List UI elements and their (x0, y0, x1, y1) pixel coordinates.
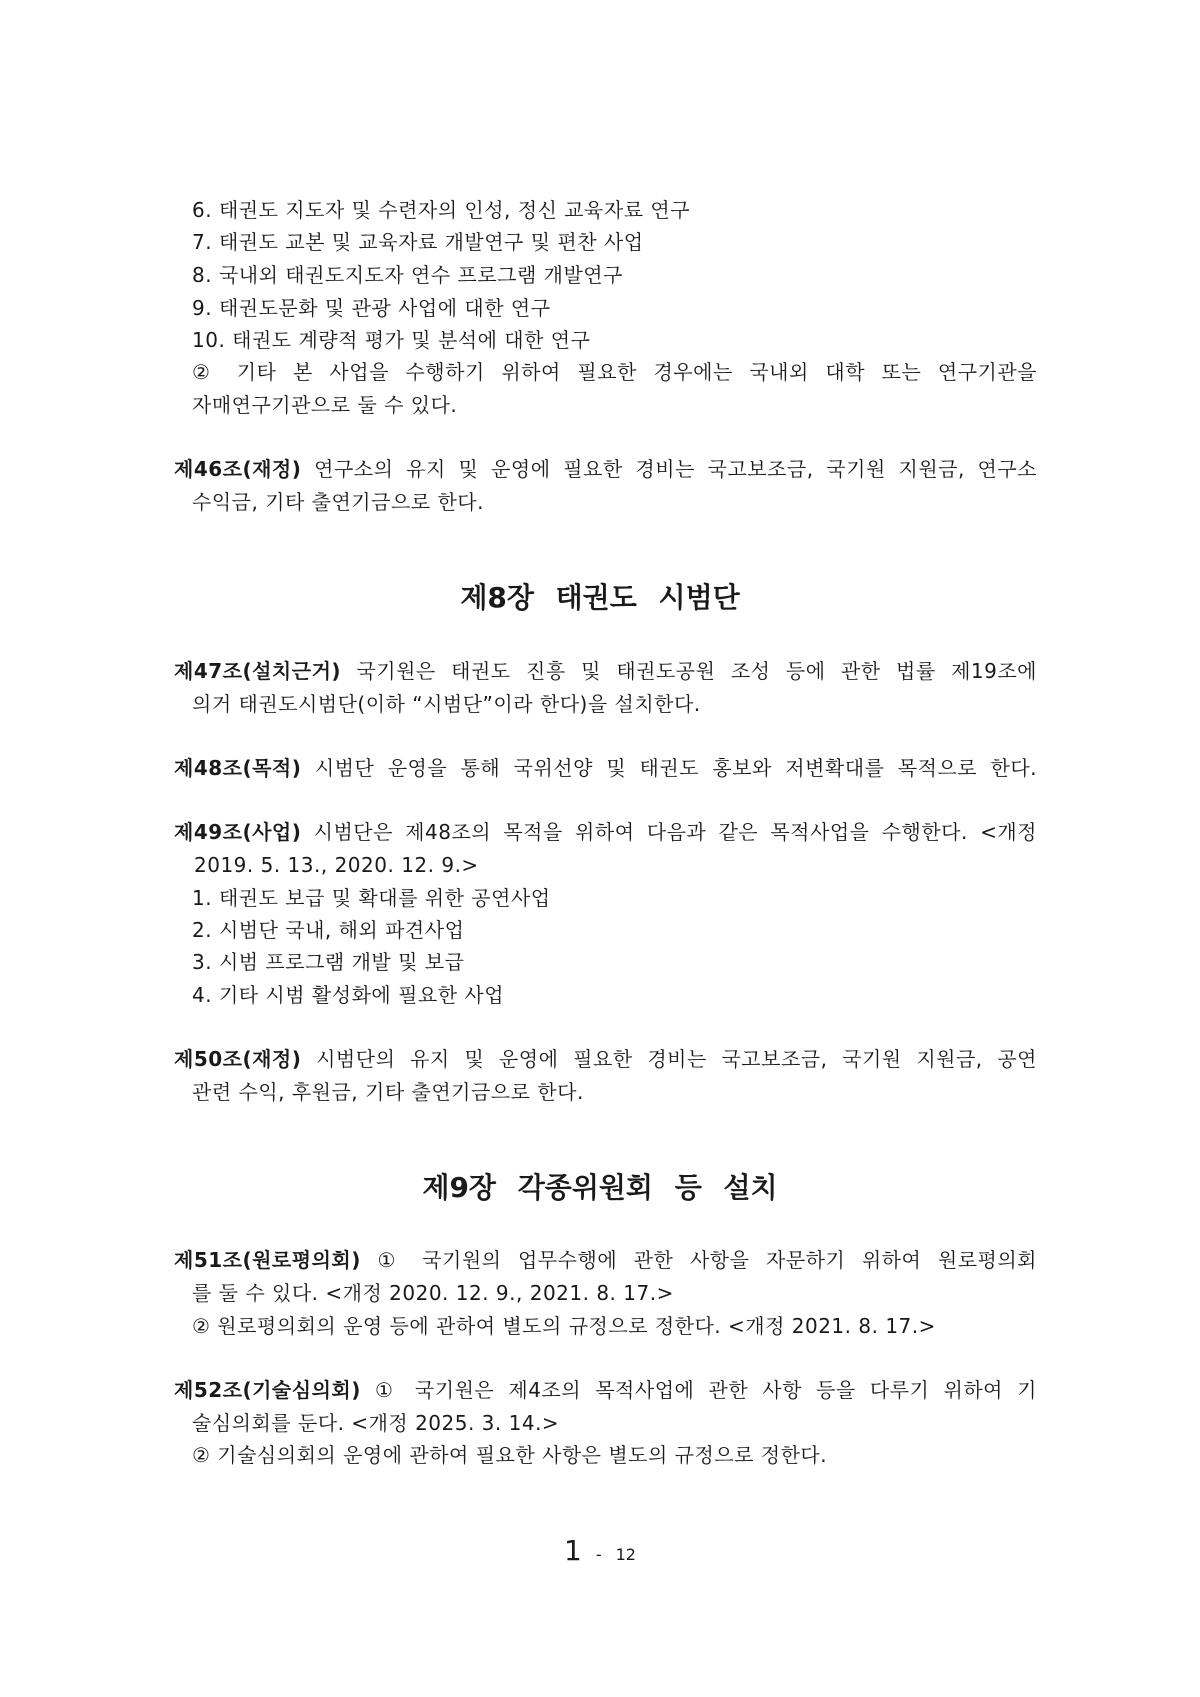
chapter-heading: 제9장 각종위원회 등 설치 (422, 1171, 778, 1204)
article-title: 제48조(목적) (174, 756, 302, 780)
page-number-value: 12 (615, 1545, 636, 1564)
article-text: 시범단은 제48조의 목적을 위하여 다음과 같은 목적사업을 수행한다. <개정 (301, 820, 1037, 844)
article-text: 를 둘 수 있다. <개정 2020. 12. 9., 2021. 8. 17.> (192, 1281, 674, 1305)
paragraph-line: ② 원로평의회의 운영 등에 관하여 별도의 규정으로 정한다. <개정 2021. 8. 17.> (192, 1314, 936, 1338)
chapter-heading: 제8장 태권도 시범단 (460, 581, 740, 614)
list-item: 4. 기타 시범 활성화에 필요한 사업 (192, 983, 505, 1007)
paragraph-line: ② 기타 본 사업을 수행하기 위하여 필요한 경우에는 국내외 대학 또는 연구기관을 (192, 360, 1037, 384)
article-title: 제51조(원로평의회) (174, 1248, 361, 1272)
article-text: 시범단 운영을 통해 국위선양 및 태권도 홍보와 저변확대를 목적으로 한다. (301, 756, 1037, 780)
list-item: 2. 시범단 국내, 해외 파견사업 (192, 918, 465, 942)
list-item: 10. 태권도 계량적 평가 및 분석에 대한 연구 (192, 328, 591, 352)
article-50 (174, 1045, 1037, 1073)
article-51 (174, 1246, 1037, 1274)
article-text: 수익금, 기타 출연기금으로 한다. (192, 490, 484, 514)
article-text: 2019. 5. 13., 2020. 12. 9.> (194, 853, 479, 877)
article-text: 연구소의 유지 및 운영에 필요한 경비는 국고보조금, 국기원 지원금, 연구소 (301, 457, 1037, 481)
article-title: 제52조(기술심의회) (174, 1378, 361, 1402)
list-item: 9. 태권도문화 및 관광 사업에 대한 연구 (192, 296, 551, 320)
paragraph-line: ② 기술심의회의 운영에 관하여 필요한 사항은 별도의 규정으로 정한다. (192, 1443, 828, 1467)
article-text: 시범단의 유지 및 운영에 필요한 경비는 국고보조금, 국기원 지원금, 공연 (301, 1047, 1037, 1071)
list-item: 3. 시범 프로그램 개발 및 보급 (192, 950, 465, 974)
article-title: 제50조(재정) (174, 1047, 302, 1071)
article-title: 제47조(설치근거) (174, 659, 342, 683)
page-separator: - (595, 1545, 602, 1564)
paragraph-line: 자매연구기관으로 둘 수 있다. (192, 393, 458, 417)
article-text: 국기원은 태권도 진흥 및 태권도공원 조성 등에 관한 법률 제19조에 (341, 659, 1037, 683)
article-text: 관련 수익, 후원금, 기타 출연기금으로 한다. (192, 1080, 584, 1104)
article-text: ① 국기원은 제4조의 목적사업에 관한 사항 등을 다루기 위하여 기 (360, 1378, 1037, 1402)
article-title: 제49조(사업) (174, 820, 302, 844)
list-item: 6. 태권도 지도자 및 수련자의 인성, 정신 교육자료 연구 (192, 198, 691, 222)
article-text: 의거 태권도시범단(이하 “시범단”이라 한다)을 설치한다. (192, 692, 701, 716)
article-52 (174, 1376, 1037, 1404)
chapter-number: 1 (564, 1534, 582, 1567)
list-item: 8. 국내외 태권도지도자 연수 프로그램 개발연구 (192, 263, 623, 287)
list-item: 7. 태권도 교본 및 교육자료 개발연구 및 편찬 사업 (192, 230, 644, 254)
article-47 (174, 657, 1037, 685)
article-49 (174, 818, 1037, 846)
page-number (0, 1534, 1200, 1567)
list-item: 1. 태권도 보급 및 확대를 위한 공연사업 (192, 886, 551, 910)
article-48 (174, 754, 1037, 782)
article-text: 술심의회를 둔다. <개정 2025. 3. 14.> (192, 1411, 560, 1435)
article-title: 제46조(재정) (174, 457, 302, 481)
article-text: ① 국기원의 업무수행에 관한 사항을 자문하기 위하여 원로평의회 (360, 1248, 1037, 1272)
article-46 (174, 455, 1037, 483)
